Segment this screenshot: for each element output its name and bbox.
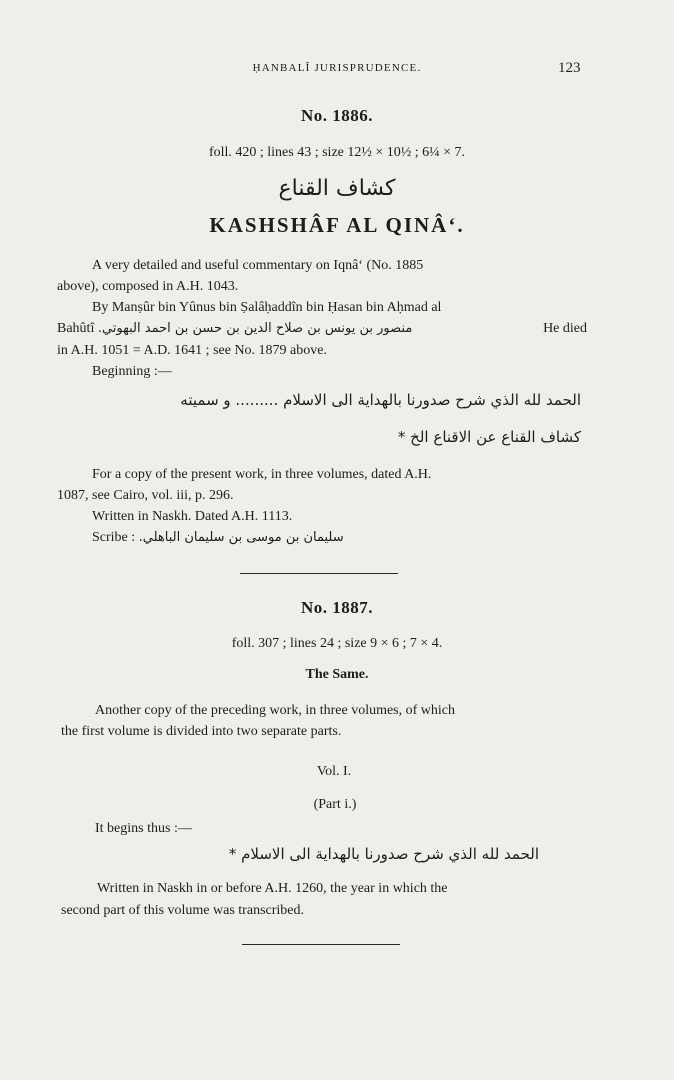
author-nisba: Bahûtî	[57, 321, 95, 336]
part-heading: (Part i.)	[313, 797, 357, 812]
page-number: 123	[558, 60, 581, 76]
description-1887-line-2: the first volume is divided into two separate parts.	[61, 724, 342, 739]
volume-heading: Vol. I.	[316, 764, 352, 779]
author-line-3: in A.H. 1051 = A.D. 1641 ; see No. 1879 above.	[57, 343, 327, 358]
beginning-arabic-2: كشاف القناع عن الاقناع الخ *	[397, 428, 581, 446]
beginning-arabic-1: الحمد لله الذي شرح صدورنا بالهداية الى الاسلام ......... و سميته	[180, 391, 581, 409]
running-head: ḤANBALÎ JURISPRUDENCE.	[252, 62, 422, 74]
arabic-title-1886: كشاف القناع	[278, 176, 396, 201]
latin-title-1886: KASHSHÂF AL QINÂ‘.	[209, 213, 465, 237]
scribe-label: Scribe :	[92, 530, 136, 545]
begins-label: It begins thus :—	[95, 821, 192, 836]
description-line-2: above), composed in A.H. 1043.	[57, 279, 239, 294]
author-arabic-name: منصور بن يونس بن صلاح الدين بن حسن بن احمد البهوتي.	[97, 321, 413, 336]
written-1886: Written in Naskh. Dated A.H. 1113.	[92, 509, 293, 524]
copy-line-2: 1087, see Cairo, vol. iii, p. 296.	[57, 488, 234, 503]
description-1887-line-1: Another copy of the preceding work, in three volumes, of which	[95, 703, 456, 718]
author-line-1: By Manṣûr bin Yûnus bin Ṣalâḥaddîn bin Ḥasan bin Aḥmad al	[92, 300, 442, 315]
section-divider-2	[242, 944, 400, 945]
description-line-1: A very detailed and useful commentary on Iqnâ‘ (No. 1885	[92, 258, 424, 273]
scribe-arabic: سليمان بن موسى بن سليمان الباهلي.	[138, 530, 344, 545]
written-1887-line-2: second part of this volume was transcribed.	[61, 903, 304, 918]
written-1887-line-1: Written in Naskh in or before A.H. 1260, the year in which the	[97, 881, 448, 896]
begins-arabic: الحمد لله الذي شرح صدورنا بالهداية الى الاسلام *	[228, 845, 539, 863]
entry-number-1886: No. 1886.	[300, 106, 374, 125]
author-died: He died	[543, 321, 587, 336]
beginning-label: Beginning :—	[92, 364, 172, 379]
author-line-2	[57, 318, 587, 339]
scribe-line	[92, 527, 344, 548]
entry-meta-1886: foll. 420 ; lines 43 ; size 12½ × 10½ ; 6¼ × 7.	[208, 145, 466, 160]
title-1887: The Same.	[305, 667, 369, 682]
copy-line-1: For a copy of the present work, in three volumes, dated A.H.	[92, 467, 432, 482]
entry-meta-1887: foll. 307 ; lines 24 ; size 9 × 6 ; 7 × 4.	[231, 636, 443, 651]
entry-number-1887: No. 1887.	[300, 598, 374, 617]
section-divider-1	[240, 573, 398, 574]
